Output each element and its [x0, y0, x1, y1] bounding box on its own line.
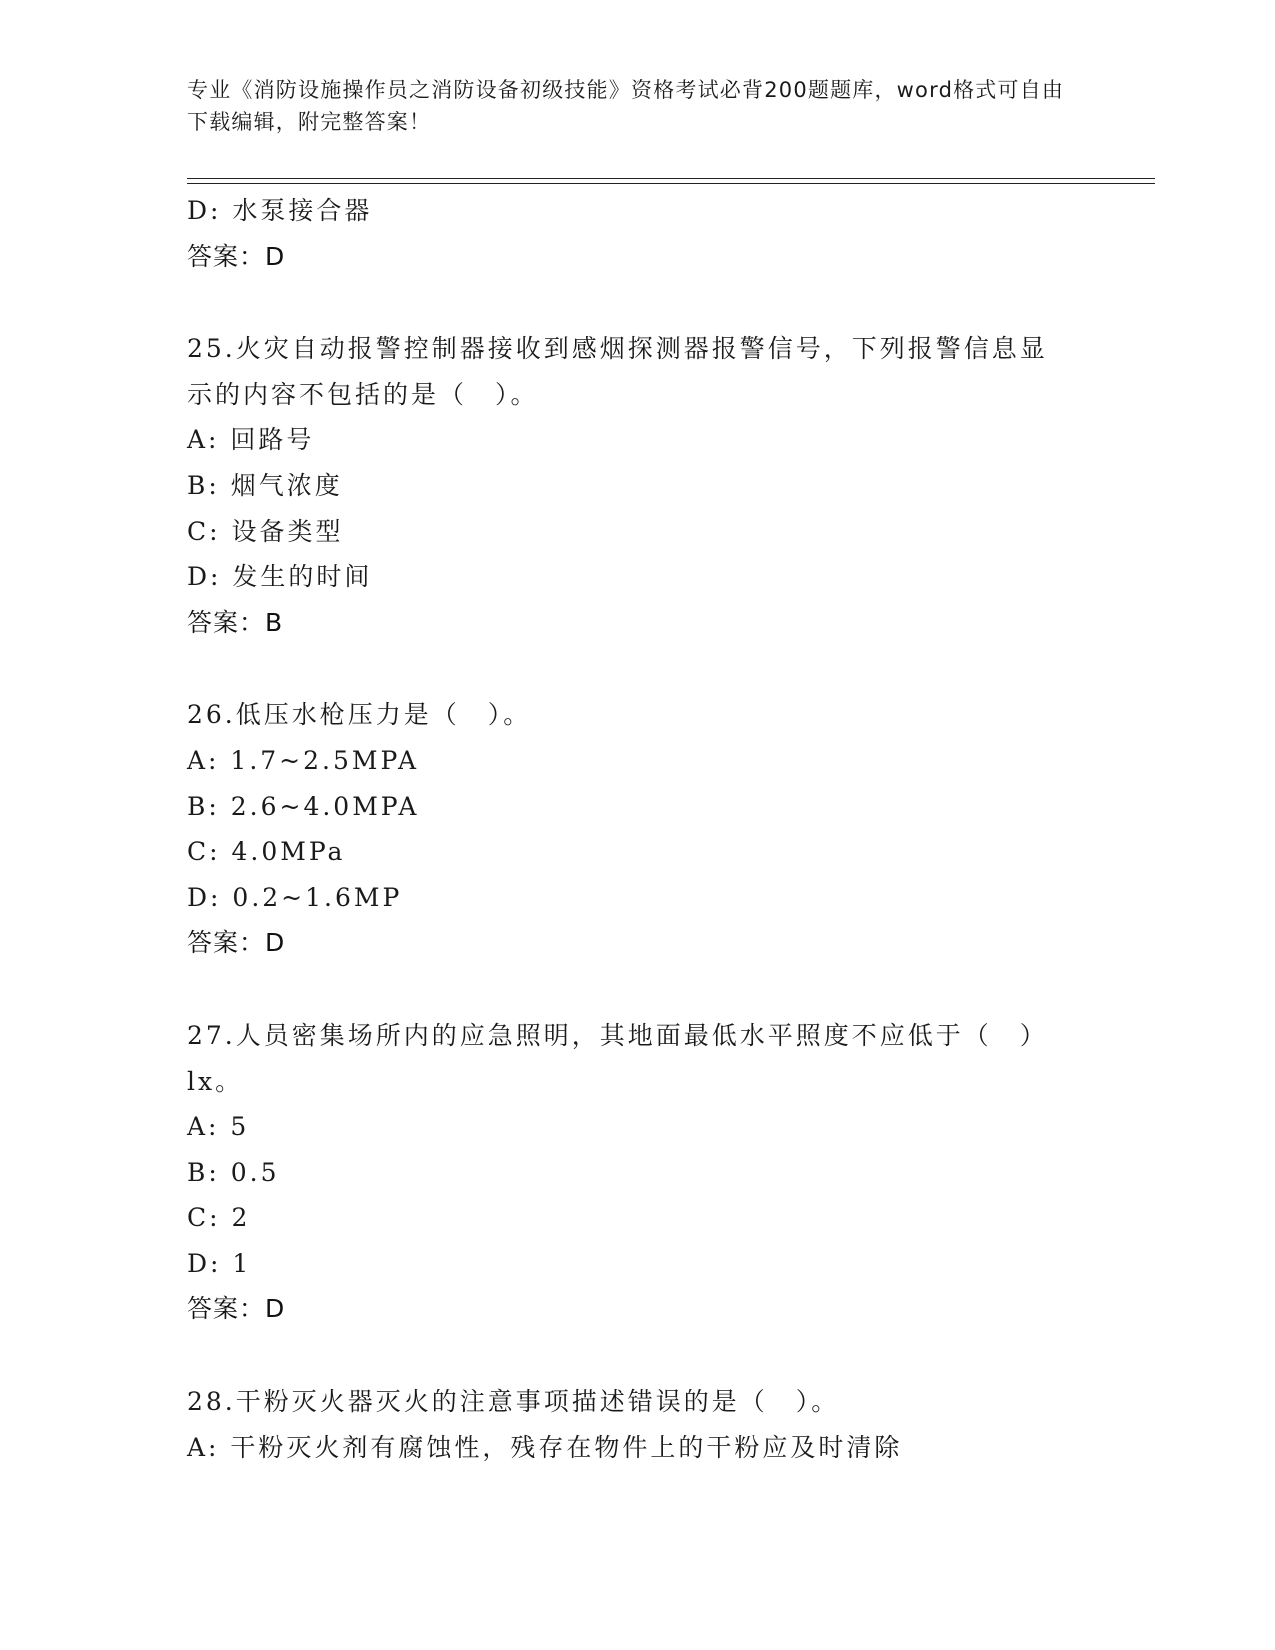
spacer: [187, 1332, 1087, 1379]
header-divider-top: [187, 178, 1155, 179]
option-a: A: 回路号: [187, 425, 315, 455]
answer-line: 答案：D: [187, 241, 286, 271]
option-b: B: 0.5: [187, 1157, 280, 1187]
question-content: [187, 188, 1087, 1470]
header-divider-bottom: [187, 183, 1155, 184]
spacer: [187, 645, 1087, 692]
option-d: D: 1: [187, 1248, 252, 1278]
question-stem: 26.低压水枪压力是（ ）。: [187, 700, 532, 730]
document-header: 专业《消防设施操作员之消防设备初级技能》资格考试必背200题题库，word格式可自由下载编辑，附完整答案！: [187, 78, 1065, 134]
option-d: D: 0.2~1.6MP: [187, 882, 403, 912]
option-a: A: 1.7~2.5MPA: [187, 745, 420, 775]
answer-line: 答案：D: [187, 928, 286, 958]
option-a: A: 干粉灭火剂有腐蚀性，残存在物件上的干粉应及时清除: [187, 1432, 903, 1462]
option-c: C: 4.0MPa: [187, 837, 346, 867]
option-c: C: 设备类型: [187, 516, 344, 546]
question-stem: 25.火灾自动报警控制器接收到感烟探测器报警信号，下列报警信息显示的内容不包括的是（ ）。: [187, 334, 1048, 409]
option-b: B: 2.6~4.0MPA: [187, 791, 420, 821]
option-d: D: 发生的时间: [187, 562, 373, 592]
option-c: C: 2: [187, 1203, 251, 1233]
question-stem: 28.干粉灭火器灭火的注意事项描述错误的是（ ）。: [187, 1387, 840, 1417]
spacer: [187, 966, 1087, 1013]
spacer: [187, 279, 1087, 326]
answer-line: 答案：D: [187, 1294, 286, 1324]
answer-line: 答案：B: [187, 607, 284, 637]
option-a: A: 5: [187, 1112, 250, 1142]
option-b: B: 烟气浓度: [187, 470, 343, 500]
question-stem: 27.人员密集场所内的应急照明，其地面最低水平照度不应低于（ ）lx。: [187, 1020, 1048, 1096]
option-d: D: 水泵接合器: [187, 196, 373, 225]
